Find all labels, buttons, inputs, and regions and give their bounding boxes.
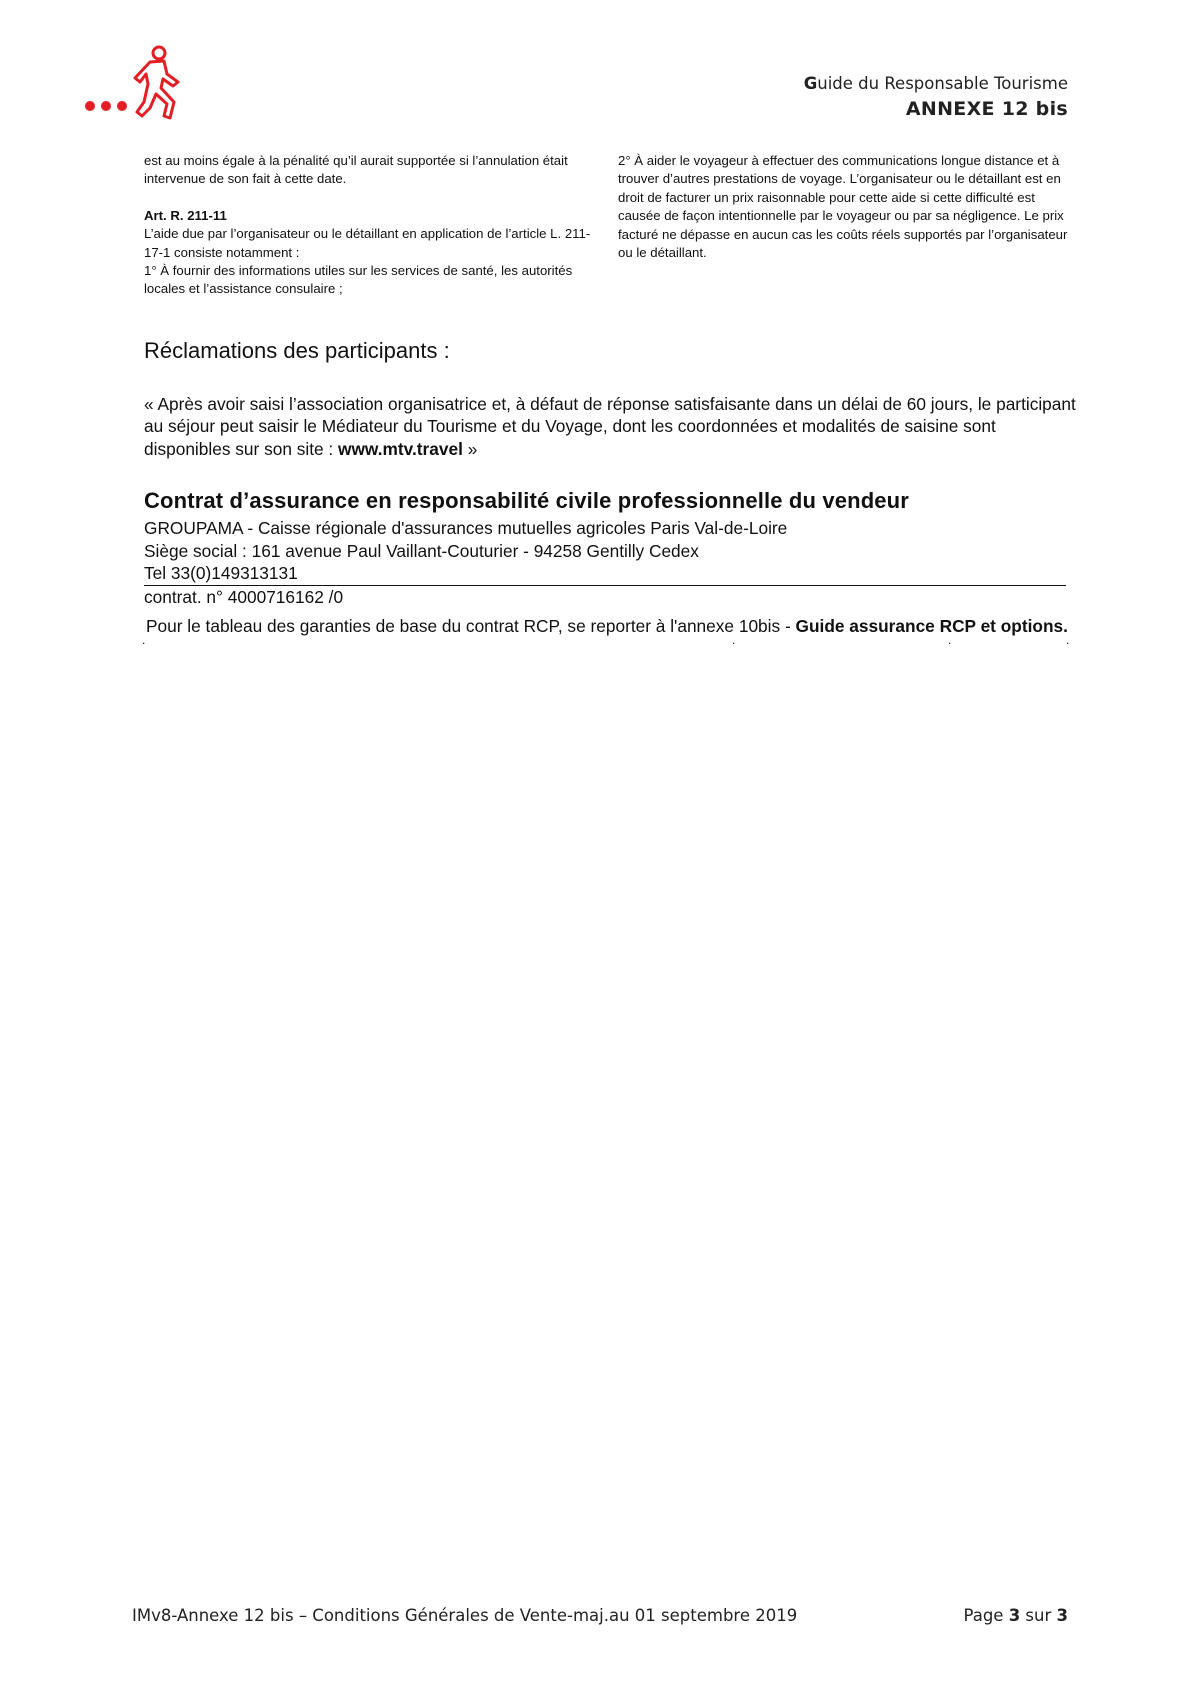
left-paragraph-2: L’aide due par l’organisateur ou le détaillant en application de l’article L. 211-17-1 consiste notamment : <box>144 226 591 260</box>
rcp-reference: Pour le tableau des garanties de base du contrat RCP, se reporter à l'annexe 10bis - Guide assurance RCP et options. <box>146 616 1068 636</box>
footer-page-number: Page 3 sur 3 <box>963 1606 1068 1625</box>
guide-title: Guide du Responsable Tourisme <box>803 74 1068 93</box>
article-title: Art. R. 211-11 <box>144 207 227 223</box>
stray-dot: . <box>732 633 736 647</box>
stray-dot: . <box>948 633 952 647</box>
left-column <box>144 152 596 299</box>
assurance-details <box>144 517 1066 608</box>
left-paragraph-1: est au moins égale à la pénalité qu’il aurait supportée si l’annulation était intervenue de son fait à cette date. <box>144 153 568 187</box>
reclamations-body: « Après avoir saisi l’association organisatrice et, à défaut de réponse satisfaisante dans un délai de 60 jours, le participant au séjour peut saisir le Médiateur du Tourisme et du Voyage, dont les coordonnées et modalités de saisine sont disponibles sur son site : www.mtv.travel » <box>144 394 1076 459</box>
annexe-label: ANNEXE 12 bis <box>905 98 1068 120</box>
reclamations-title: Réclamations des participants : <box>144 338 450 363</box>
contract-line: contrat. n° 4000716162 /0 <box>144 586 344 607</box>
assurance-title: Contrat d’assurance en responsabilité civile professionnelle du vendeur <box>144 488 909 513</box>
footer-document-ref: IMv8-Annexe 12 bis – Conditions Générales de Vente-maj.au 01 septembre 2019 <box>132 1606 798 1625</box>
phone-line: Tel 33(0)149313131 <box>144 562 1066 586</box>
hiker-logo-icon <box>84 44 194 122</box>
insurer-line: GROUPAMA - Caisse régionale d'assurances mutuelles agricoles Paris Val-de-Loire <box>144 518 788 538</box>
stray-dot: . <box>1066 633 1070 647</box>
stray-dot: . <box>142 633 146 647</box>
document-header <box>804 74 1068 120</box>
left-paragraph-3: 1° À fournir des informations utiles sur les services de santé, les autorités locales et l’assistance consulaire ; <box>144 263 573 297</box>
mtv-site-link[interactable]: www.mtv.travel <box>338 438 463 459</box>
address-line: Siège social : 161 avenue Paul Vaillant-Couturier - 94258 Gentilly Cedex <box>144 540 699 561</box>
right-paragraph-1: 2° À aider le voyageur à effectuer des communications longue distance et à trouver d’autres prestations de voyage. L’organisateur ou le détaillant est en droit de facturer un prix raisonnable pour cette aide si cette difficulté est causée de façon intentionnelle par le voyageur ou par sa négligence. Le prix facturé ne dépasse en aucun cas les coûts réels supportés par l’organisateur ou le détaillant. <box>618 153 1068 261</box>
right-column <box>618 152 1073 262</box>
